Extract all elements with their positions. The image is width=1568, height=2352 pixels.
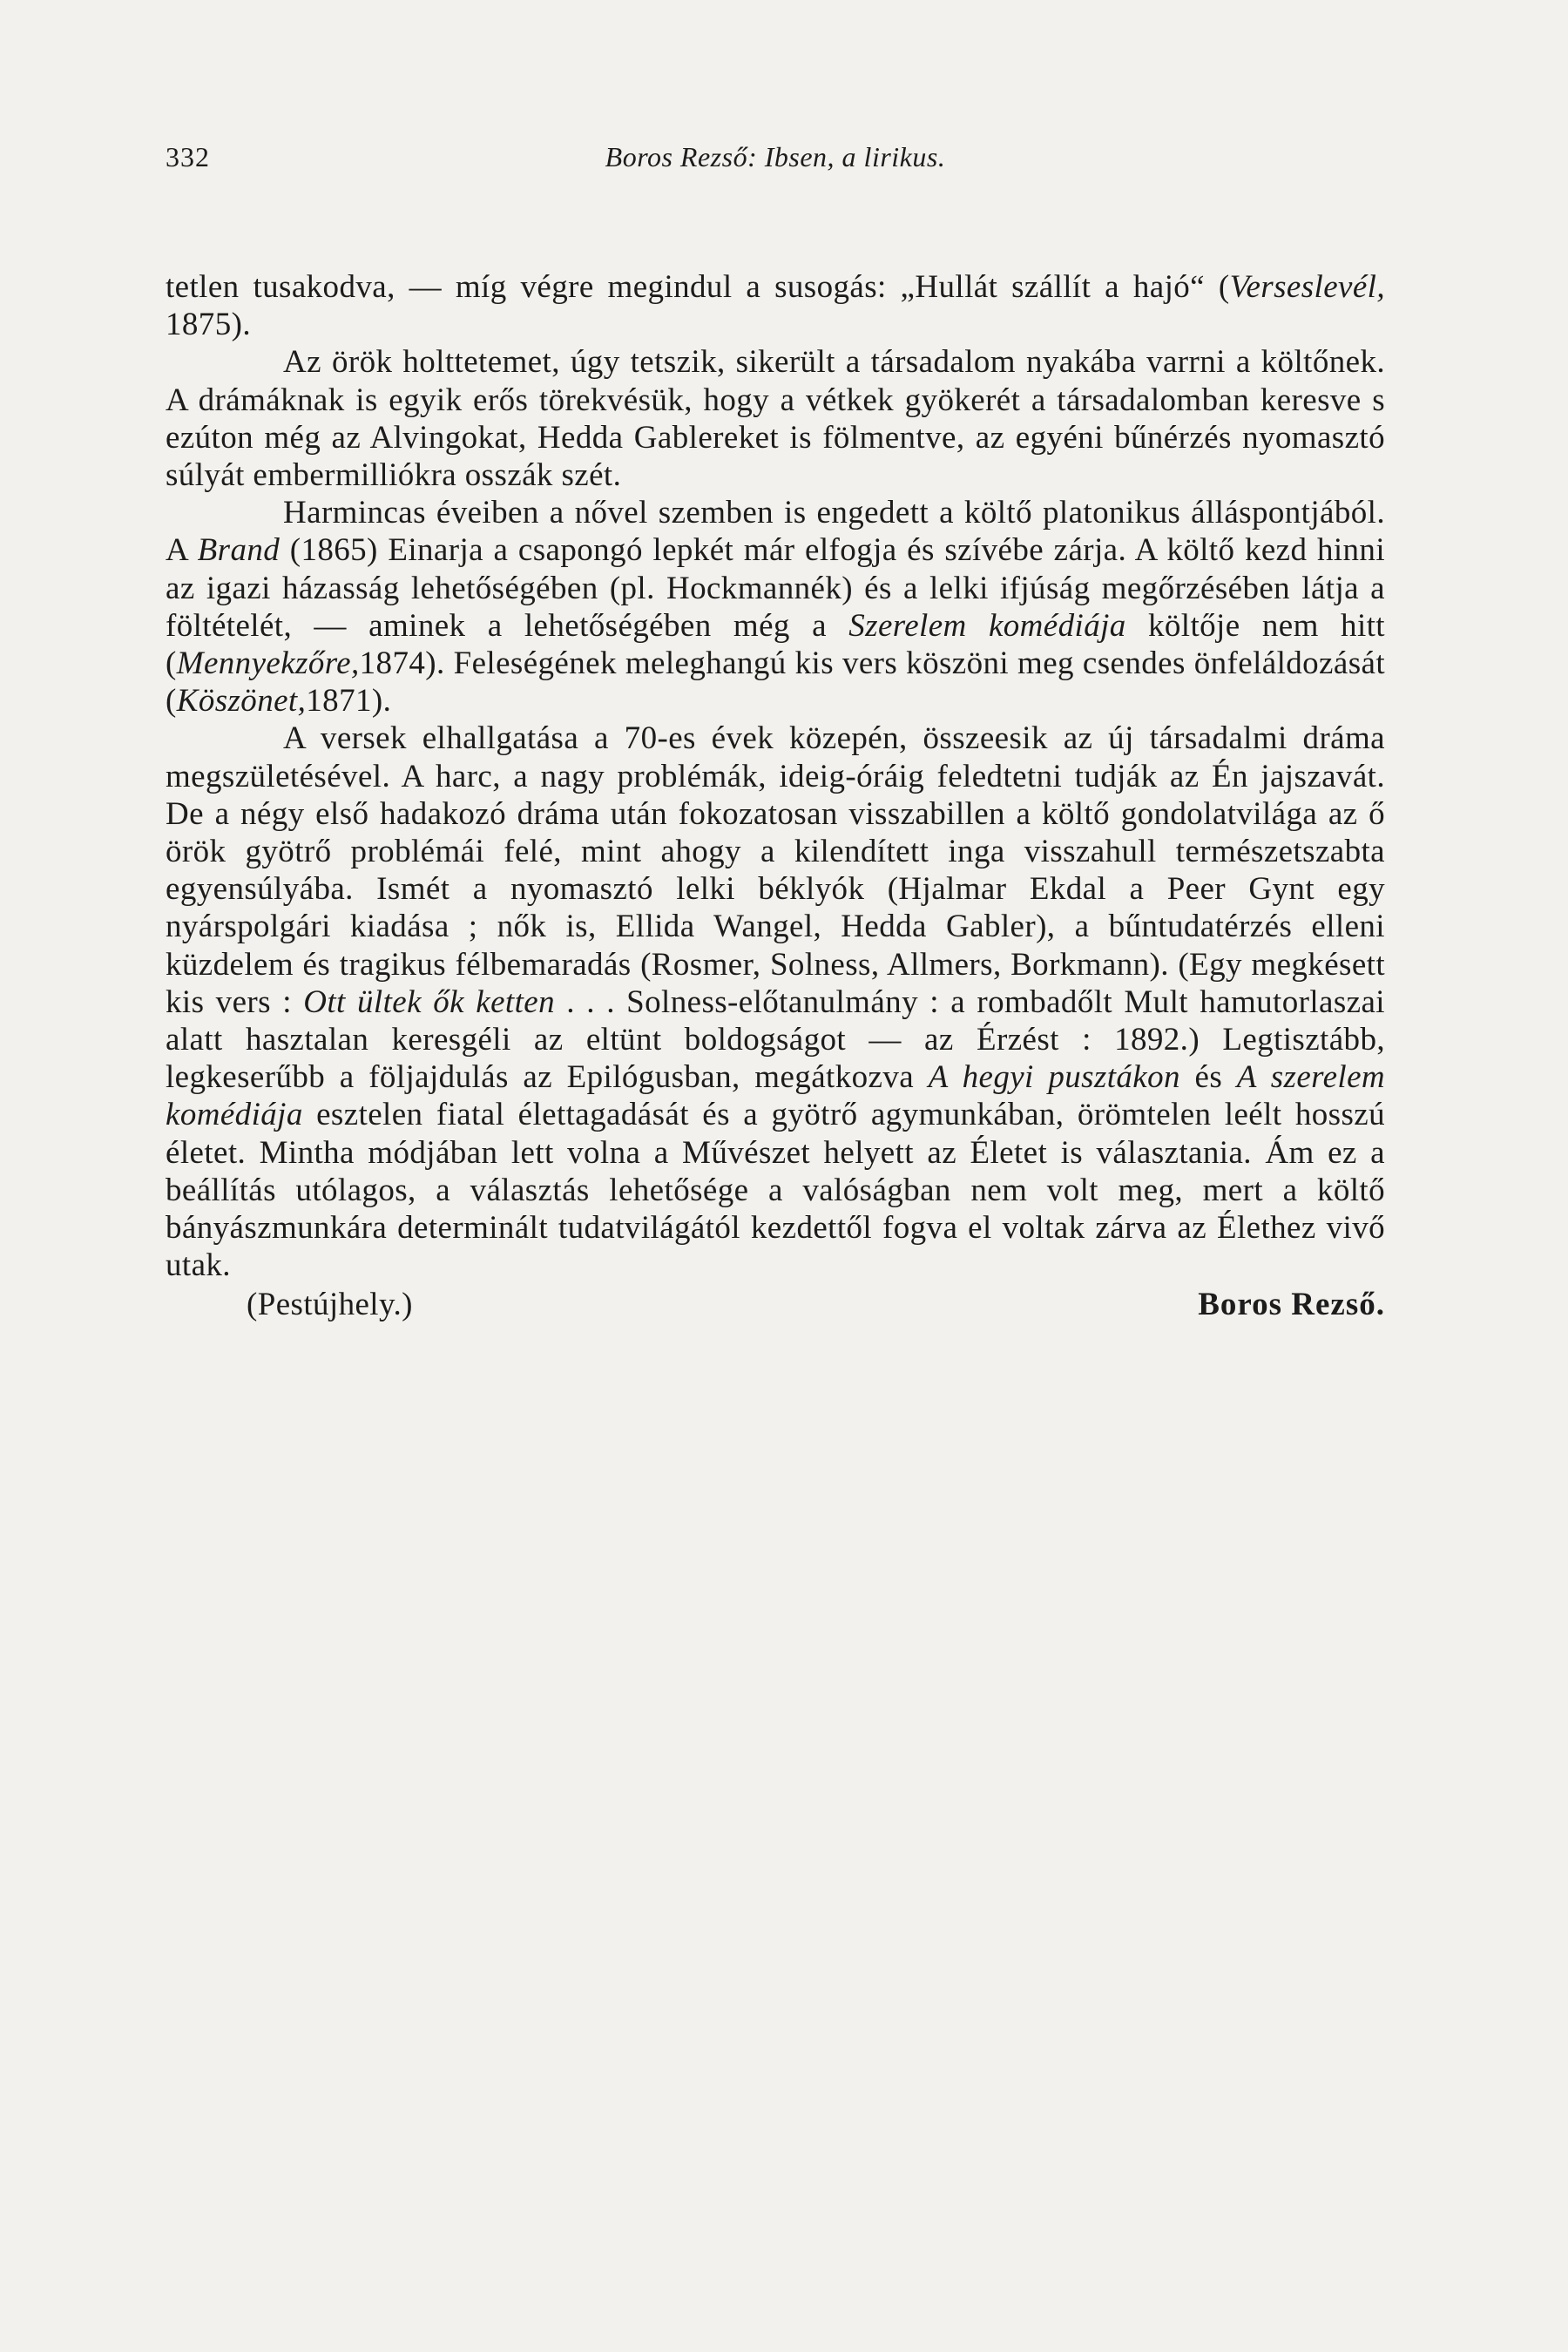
text-run: . . . Solness-előtanulmány : a rombadőlt Mult hamutorlaszai alatt hasztalan keresgéli az eltünt boldogságot — az Érzést : 1892.) Legtisztább, legkeserűbb a följajdulás az Epilógusban, megátkozva bbox=[166, 983, 1385, 1096]
text-run: Az örök holttetemet, úgy tetszik, sikerült a társadalom nyakába varrni a költőnek. A drámáknak is egyik erős törekvésük, hogy a vétkek gyökerét a társadalomban keresve s ezúton még az Alvingokat, Hedda Gablereket is fölmentve, az egyéni bűnérzés nyomasztó súlyát embermilliókra osszák szét. bbox=[166, 344, 1385, 494]
page-header bbox=[166, 141, 1385, 185]
paragraph bbox=[166, 268, 1385, 343]
text-run: tetlen tusakodva, — míg végre megindul a susogás: „Hullát szállít a hajó“ ( bbox=[166, 269, 1230, 305]
signature-author: Boros Rezső. bbox=[1198, 1287, 1385, 1323]
text-run: (1865) Einarja a csapongó lepkét már elfogja és szívébe zárja. A költő kezd hinni az igazi házasság lehetőségében (pl. Hockmannék) és a lelki ifjúság megőrzésében látja a föltételét, — aminek a lehetőségében még a bbox=[166, 532, 1386, 644]
page-number: 332 bbox=[166, 141, 210, 172]
text-run: és bbox=[1179, 1059, 1237, 1096]
italic-title: Mennyekzőre, bbox=[176, 645, 360, 682]
italic-title: Verseslevél, bbox=[1229, 269, 1385, 305]
text-run: 1874). Feleségének meleghangú kis vers köszöni meg csendes önfeláldozását ( bbox=[166, 645, 1385, 720]
signature-line bbox=[166, 1286, 1385, 1324]
italic-title: Szerelem komédiája bbox=[848, 607, 1126, 644]
italic-title: Köszönet, bbox=[176, 683, 307, 720]
text-run: 1871). bbox=[306, 683, 392, 720]
italic-title: A szerelem komédiája bbox=[166, 1059, 1386, 1133]
italic-title: Brand bbox=[197, 532, 280, 569]
paragraph bbox=[166, 720, 1385, 1284]
text-run: Harmincas éveiben a nővel szemben is engedett a költő platonikus álláspontjából. A bbox=[166, 495, 1385, 569]
body-text bbox=[166, 268, 1385, 1324]
text-run: A versek elhallgatása a 70-es évek közepén, összeesik az új társadalmi dráma megszületésével. A harc, a nagy problémák, ideig-óráig feledtetni tudják az Én jajszavát. De a négy első hadakozó dráma után fokozatosan visszabillen a költő gondolatvilága az ő örök gyötrő problémái felé, mint ahogy a kilendített inga visszahull természetszabta egyensúlyába. Ismét a nyomasztó lelki béklyók (Hjalmar Ekdal a Peer Gynt egy nyárspolgári kiadása ; nők is, Ellida Wangel, Hedda Gabler), a bűntudatérzés elleni küzdelem és tragikus félbemaradás (Rosmer, Solness, Allmers, Borkmann). (Egy megkésett kis vers : bbox=[166, 720, 1385, 1020]
text-run: költője nem hitt ( bbox=[166, 607, 1385, 682]
paragraph bbox=[166, 494, 1385, 720]
italic-title: A hegyi pusztákon bbox=[928, 1059, 1180, 1096]
text-run: 1875). bbox=[166, 307, 251, 343]
signature-place: (Pestújhely.) bbox=[247, 1287, 413, 1323]
paragraphs bbox=[166, 268, 1385, 1284]
running-head: Boros Rezső: Ibsen, a lirikus. bbox=[605, 141, 946, 172]
italic-title: Ott ültek ők ketten bbox=[303, 983, 555, 1020]
paragraph bbox=[166, 343, 1385, 494]
text-run: esztelen fiatal élettagadását és a gyötrő agymunkában, örömtelen leélt hosszú életet. Mintha módjában lett volna a Művészet helyett az Életet is választania. Ám ez a beállítás utólagos, a választás lehetősége a valóságban nem volt meg, mert a költő bányászmunkára determinált tudatvilágától kezdettől fogva el voltak zárva az Élethez vivő utak. bbox=[166, 1097, 1385, 1284]
